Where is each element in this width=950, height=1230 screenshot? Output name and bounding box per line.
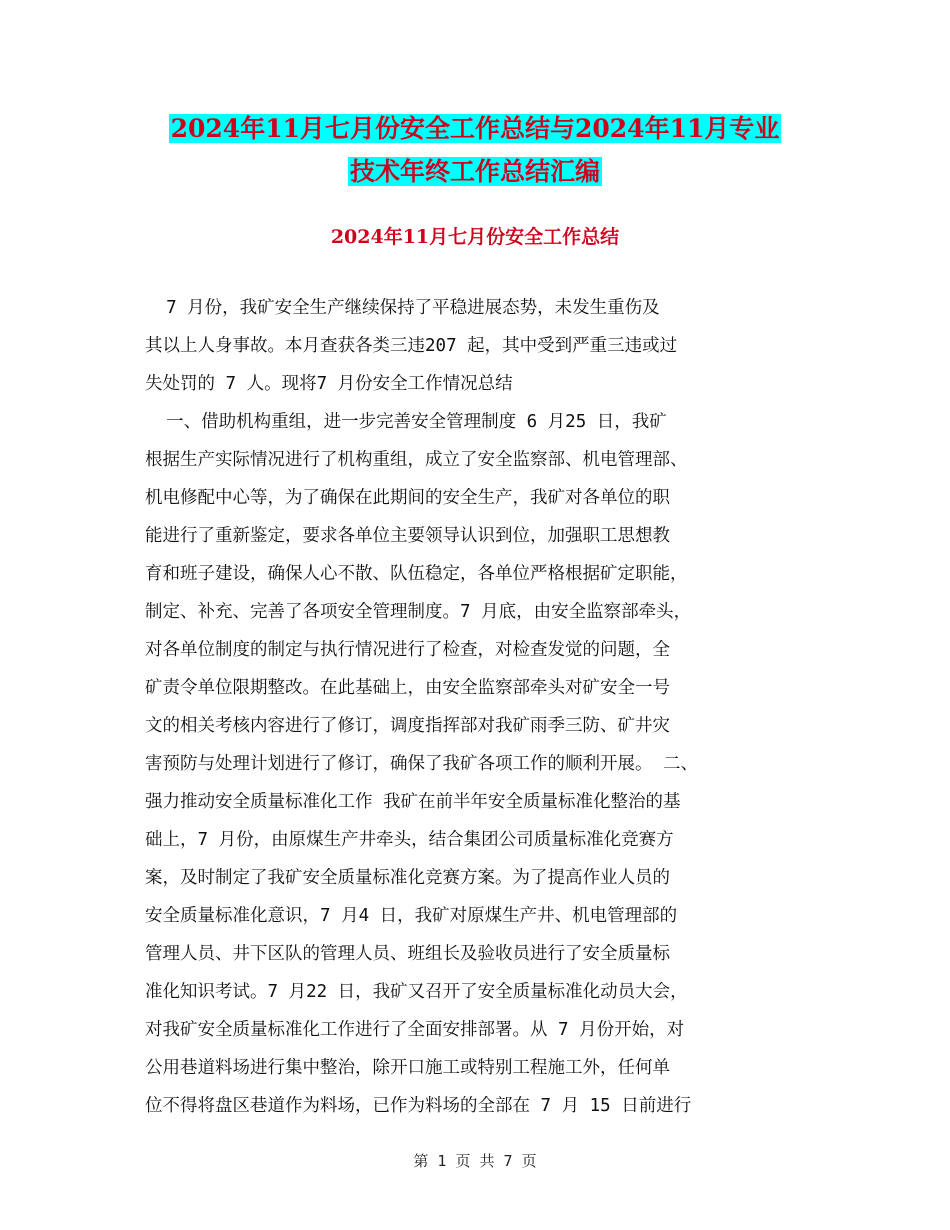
paragraph-line: 其以上人身事故。本月查获各类三违207 起，其中受到严重三违或过 bbox=[145, 336, 678, 356]
paragraph-line: 位不得将盘区巷道作为料场，已作为料场的全部在 7 月 15 日前进行 bbox=[145, 1096, 692, 1116]
paragraph-line: 制定、补充、完善了各项安全管理制度。7 月底，由安全监察部牵头， bbox=[145, 602, 692, 622]
paragraph-line: 强力推动安全质量标准化工作 我矿在前半年安全质量标准化整治的基 bbox=[145, 792, 681, 812]
paragraph-line: 管理人员、井下区队的管理人员、班组长及验收员进行了安全质量标 bbox=[145, 944, 670, 964]
paragraph-line: 对各单位制度的制定与执行情况进行了检查，对检查发觉的问题，全 bbox=[145, 640, 670, 660]
paragraph-line: 案，及时制定了我矿安全质量标准化竞赛方案。为了提高作业人员的 bbox=[145, 868, 670, 888]
paragraph-line: 础上，7 月份，由原煤生产井牵头，结合集团公司质量标准化竞赛方 bbox=[145, 830, 674, 850]
section-heading: 2024年11月七月份安全工作总结 bbox=[330, 226, 620, 248]
paragraph-line: 矿责令单位限期整改。在此基础上，由安全监察部牵头对矿安全一号 bbox=[145, 678, 670, 698]
paragraph-line: 一、借助机构重组，进一步完善安全管理制度 6 月25 日，我矿 bbox=[145, 412, 667, 432]
title-highlight: 技术年终工作总结汇编 bbox=[349, 157, 600, 186]
paragraph-line: 对我矿安全质量标准化工作进行了全面安排部署。从 7 月份开始，对 bbox=[145, 1020, 685, 1040]
paragraph-line: 准化知识考试。7 月22 日，我矿又召开了安全质量标准化动员大会， bbox=[145, 982, 688, 1002]
paragraph-line: 根据生产实际情况进行了机构重组，成立了安全监察部、机电管理部、 bbox=[145, 450, 688, 470]
paragraph-line: 7 月份，我矿安全生产继续保持了平稳进展态势，未发生重伤及 bbox=[145, 298, 660, 318]
document-title-line-2 bbox=[0, 155, 950, 189]
paragraph-line: 能进行了重新鉴定，要求各单位主要领导认识到位，加强职工思想教 bbox=[145, 526, 670, 546]
paragraph-line: 失处罚的 7 人。现将7 月份安全工作情况总结 bbox=[145, 374, 513, 394]
paragraph-line: 文的相关考核内容进行了修订，调度指挥部对我矿雨季三防、矿井灾 bbox=[145, 716, 670, 736]
paragraph-line: 机电修配中心等，为了确保在此期间的安全生产，我矿对各单位的职 bbox=[145, 488, 670, 508]
title-highlight: 2024年11月七月份安全工作总结与2024年11月专业 bbox=[170, 114, 780, 143]
page-number-footer: 第 1 页 共 7 页 bbox=[413, 1152, 537, 1170]
document-title-line-1 bbox=[0, 112, 950, 146]
paragraph-line: 育和班子建设，确保人心不散、队伍稳定，各单位严格根据矿定职能， bbox=[145, 564, 688, 584]
paragraph-line: 安全质量标准化意识，7 月4 日，我矿对原煤生产井、机电管理部的 bbox=[145, 906, 678, 926]
paragraph-line: 公用巷道料场进行集中整治，除开口施工或特别工程施工外，任何单 bbox=[145, 1058, 670, 1078]
paragraph-line: 害预防与处理计划进行了修订，确保了我矿各项工作的顺利开展。 二、 bbox=[145, 754, 699, 774]
